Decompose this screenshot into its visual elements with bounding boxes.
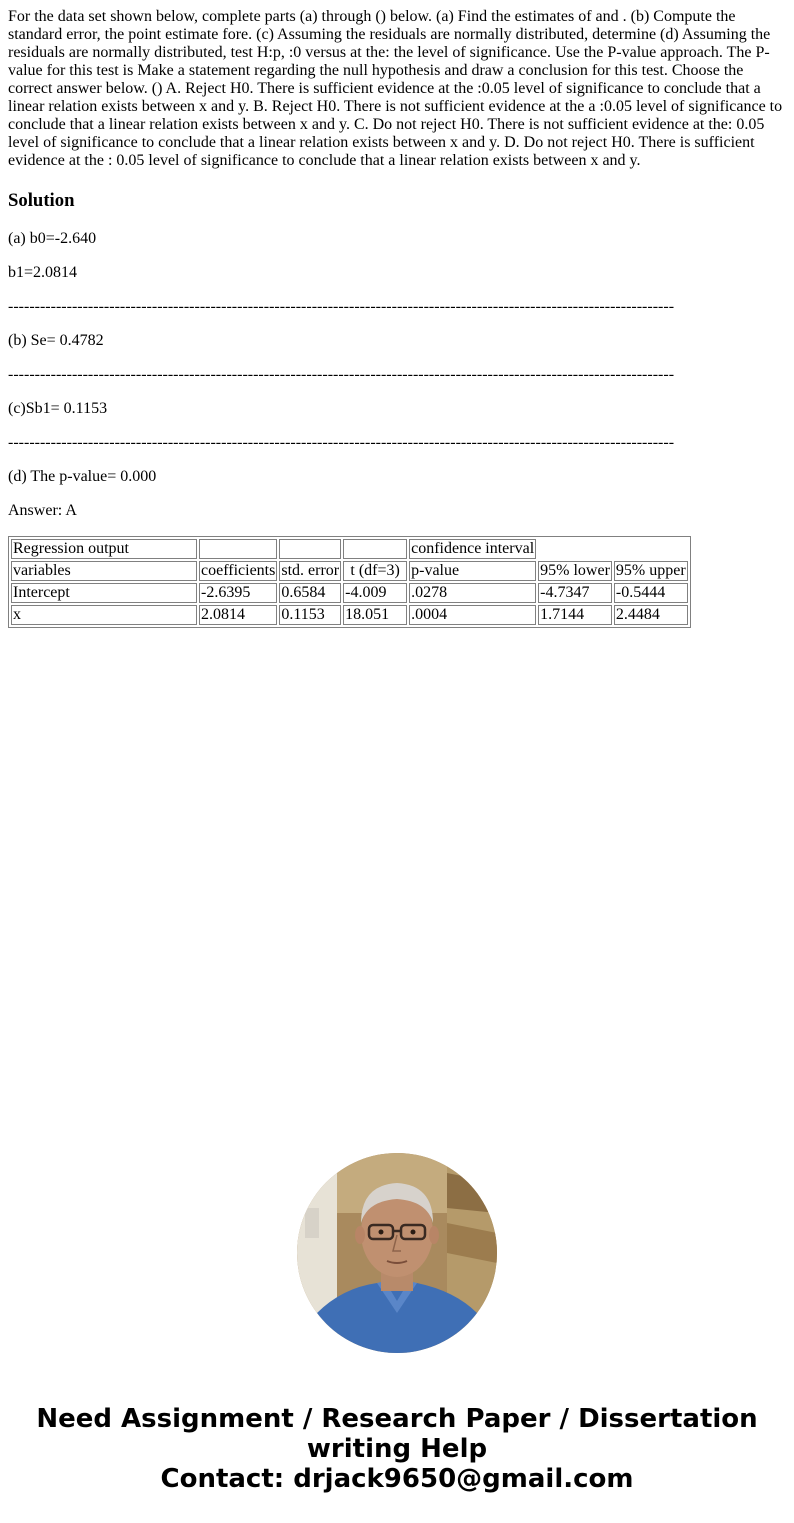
divider-1: ----------------------------------------------------------------------------------------------------------------------------- [8, 298, 675, 315]
table-cell: .0278 [409, 583, 536, 603]
avatar-portrait-image [297, 1153, 497, 1353]
table-cell: -4.7347 [538, 583, 612, 603]
table-cell: 0.1153 [279, 605, 341, 625]
answer-a-b0: (a) b0=-2.640 [8, 230, 97, 247]
regression-output-table [8, 536, 691, 628]
table-cell: .0004 [409, 605, 536, 625]
answer-c: (c)Sb1= 0.1153 [8, 400, 108, 417]
table-cell: x [11, 605, 197, 625]
table-header-cell: coefficients [201, 562, 276, 579]
promo-line-1: Need Assignment / Research Paper / Dissertation [36, 1404, 758, 1434]
table-header-cell: p-value [409, 561, 536, 581]
solution-heading: Solution [8, 190, 75, 211]
promo-line-2: writing Help [306, 1434, 488, 1464]
table-row [11, 583, 688, 603]
table-header-cell: t (df=3) [343, 561, 407, 581]
answer-a-b1: b1=2.0814 [8, 264, 78, 281]
table-cell [343, 539, 407, 559]
promo-contact-line: Contact: drjack9650@gmail.com [160, 1464, 634, 1494]
answer-d: (d) The p-value= 0.000 [8, 468, 157, 485]
table-header-cell: variables [11, 561, 197, 581]
final-answer: Answer: A [8, 502, 77, 519]
table-header-row [11, 561, 688, 581]
page-content [8, 8, 786, 628]
table-title-row [11, 539, 688, 559]
avatar [297, 1153, 497, 1353]
table-cell: 2.0814 [199, 605, 277, 625]
table-cell: -0.5444 [614, 583, 688, 603]
table-cell: 2.4484 [614, 605, 688, 625]
table-cell: -4.009 [343, 583, 407, 603]
table-cell: confidence interval [411, 540, 535, 557]
promo-banner [0, 1404, 794, 1494]
table-cell: 1.7144 [538, 605, 612, 625]
answer-b: (b) Se= 0.4782 [8, 332, 104, 349]
table-cell [199, 539, 277, 559]
table-cell: Intercept [11, 583, 197, 603]
divider-2: ----------------------------------------------------------------------------------------------------------------------------- [8, 366, 675, 383]
table-row [11, 605, 688, 625]
question-text: For the data set shown below, complete parts (a) through () below. (a) Find the estimates of and . (b) Compute the standard error, the point estimate fore. (c) Assuming the residuals are normally distributed, determine (d) Assuming the residuals are normally distributed, test H:p, :0 versus at the: the level of significance. Use the P-value approach. The P-value for this test is Make a statement regarding the null hypothesis and draw a conclusion for this test. Choose the correct answer below. () A. Reject H0. There is sufficient evidence at the :0.05 level of significance to conclude that a linear relation exists between x and y. B. Reject H0. There is not sufficient evidence at the a :0.05 level of significance to conclude that a linear relation exists between x and y. C. Do not reject H0. There is not sufficient evidence at the: 0.05 level of significance to conclude that a linear relation exists between x and y. D. Do not reject H0. There is sufficient evidence at the : 0.05 level of significance to conclude that a linear relation exists between x and y. [8, 8, 783, 169]
table-cell: Regression output [11, 539, 197, 559]
table-cell: -2.6395 [199, 583, 277, 603]
table-cell: 0.6584 [279, 583, 341, 603]
table-header-cell: 95% upper [615, 562, 686, 579]
table-cell [279, 539, 341, 559]
table-header-cell: std. error [281, 562, 340, 579]
table-header-cell: 95% lower [540, 562, 610, 579]
table-cell: 18.051 [343, 605, 407, 625]
divider-3: ----------------------------------------------------------------------------------------------------------------------------- [8, 434, 675, 451]
